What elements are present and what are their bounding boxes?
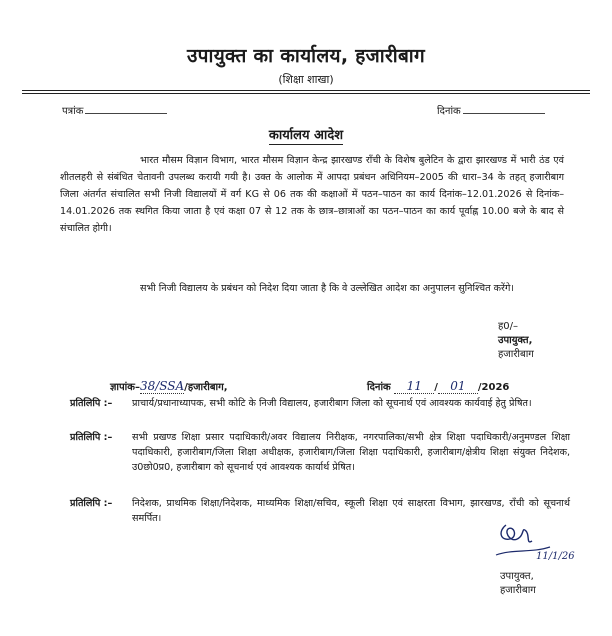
order-paragraph xyxy=(60,152,564,237)
letter-number-field xyxy=(62,103,167,117)
memo-place: /हजारीबाग, xyxy=(184,382,228,393)
signed-mark: ह0/– xyxy=(498,321,519,332)
copy-text: प्राचार्य/प्रधानाध्यापक, सभी कोटि के निजी विद्यालय, हजारीबाग जिला को सूचनार्थ एवं आवश्यक कार्यवाई हेतु प्रेषित। xyxy=(132,398,532,409)
signatory-title: उपायुक्त, xyxy=(498,335,533,346)
date-field xyxy=(437,103,545,117)
letter-number-label: पत्रांक xyxy=(62,106,84,117)
header-divider xyxy=(22,90,590,91)
date-label: दिनांक xyxy=(437,106,461,117)
memo-label: ज्ञापांक– xyxy=(110,382,140,393)
memo-date-month: 01 xyxy=(438,379,478,394)
office-title: उपायुक्त का कार्यालय, हजारीबाग xyxy=(186,45,426,67)
date-blank xyxy=(463,103,545,114)
memo-number-handwritten: 38/SSA xyxy=(139,379,185,393)
order-heading xyxy=(0,125,612,143)
copy-text: निदेशक, प्राथमिक शिक्षा/निदेशक, माध्यमिक शिक्षा/सचिव, स्कूली शिक्षा एवं साक्षरता विभाग, झारखण्ड, राँची को सूचनार्थ समर्पित। xyxy=(132,498,570,524)
copy-entry xyxy=(70,396,570,411)
memo-date-day: 11 xyxy=(394,379,434,394)
signature-stroke xyxy=(501,525,532,542)
letter-number-blank xyxy=(85,103,167,114)
memo-date-label: दिनांक xyxy=(367,382,391,393)
copy-label: प्रतिलिपि :– xyxy=(70,398,113,409)
signature-block xyxy=(498,320,534,362)
copy-entry xyxy=(70,430,570,475)
order-title: कार्यालय आदेश xyxy=(268,128,344,143)
copy-text: सभी प्रखण्ड शिक्षा प्रसार पदाधिकारी/अवर विद्यालय निरीक्षक, नगरपालिका/सभी क्षेत्र शिक्षा पदाधिकारी/अनुमण्डल शिक्षा पदाधिकारी, हजारीबाग/जिला शिक्षा अधीक्षक, हजारीबाग/जिला शिक्षा पदाधिकारी, हजारीबाग/क्षेत्रीय शिक्षा संयुक्त निदेशक, उ0छो0प्र0, हजारीबाग को सूचनार्थ एवं आवश्यक कार्यार्थ प्रेषित। xyxy=(132,432,570,473)
signatory-place: हजारीबाग xyxy=(500,585,536,596)
order-paragraph-text: सभी निजी विद्यालय के प्रबंधन को निदेश दिया जाता है कि वे उल्लेखित आदेश का अनुपालन सुनिश्चित करेंगे। xyxy=(140,283,514,294)
copy-label: प्रतिलिपि :– xyxy=(70,432,113,443)
handwritten-signature xyxy=(492,515,582,565)
memo-date: दिनांक 11 / 01 /2026 xyxy=(367,379,510,393)
signature-block xyxy=(500,568,536,596)
header-divider xyxy=(22,93,590,94)
order-paragraph-text: भारत मौसम विज्ञान विभाग, भारत मौसम विज्ञान केन्द्र झारखण्ड राँची के विशेष बुलेटिन के द्वारा झारखण्ड में भारी ठंड एवं शीतलहरी से संबंधित चेतावनी उपलब्ध करायी गयी है। उक्त के आलोक में आपदा प्रबंधन अधिनियम–2005 की धारा–34 के तहत् हजारीबाग जिला अंतर्गत संचालित सभी निजी विद्यालयों में वर्ग KG से 06 तक की कक्षाओं में पठन–पाठन का कार्य दिनांक–12.01.2026 से दिनांक–14.01.2026 तक स्थगित किया जाता है एवं कक्षा 07 से 12 तक के छात्र–छात्राओं का पठन–पाठन का कार्य पूर्वाह्न 10.00 बजे के बाद से संचालित होगी। xyxy=(60,155,564,234)
signatory-title: उपायुक्त, xyxy=(500,571,534,582)
order-paragraph xyxy=(60,280,564,297)
signature-date: 11/1/26 xyxy=(536,551,575,562)
office-section: (शिक्षा शाखा) xyxy=(278,73,334,86)
copy-label: प्रतिलिपि :– xyxy=(70,498,113,509)
memo-date-year: /2026 xyxy=(477,382,510,393)
signatory-place: हजारीबाग xyxy=(498,349,534,360)
memo-number xyxy=(110,379,228,393)
